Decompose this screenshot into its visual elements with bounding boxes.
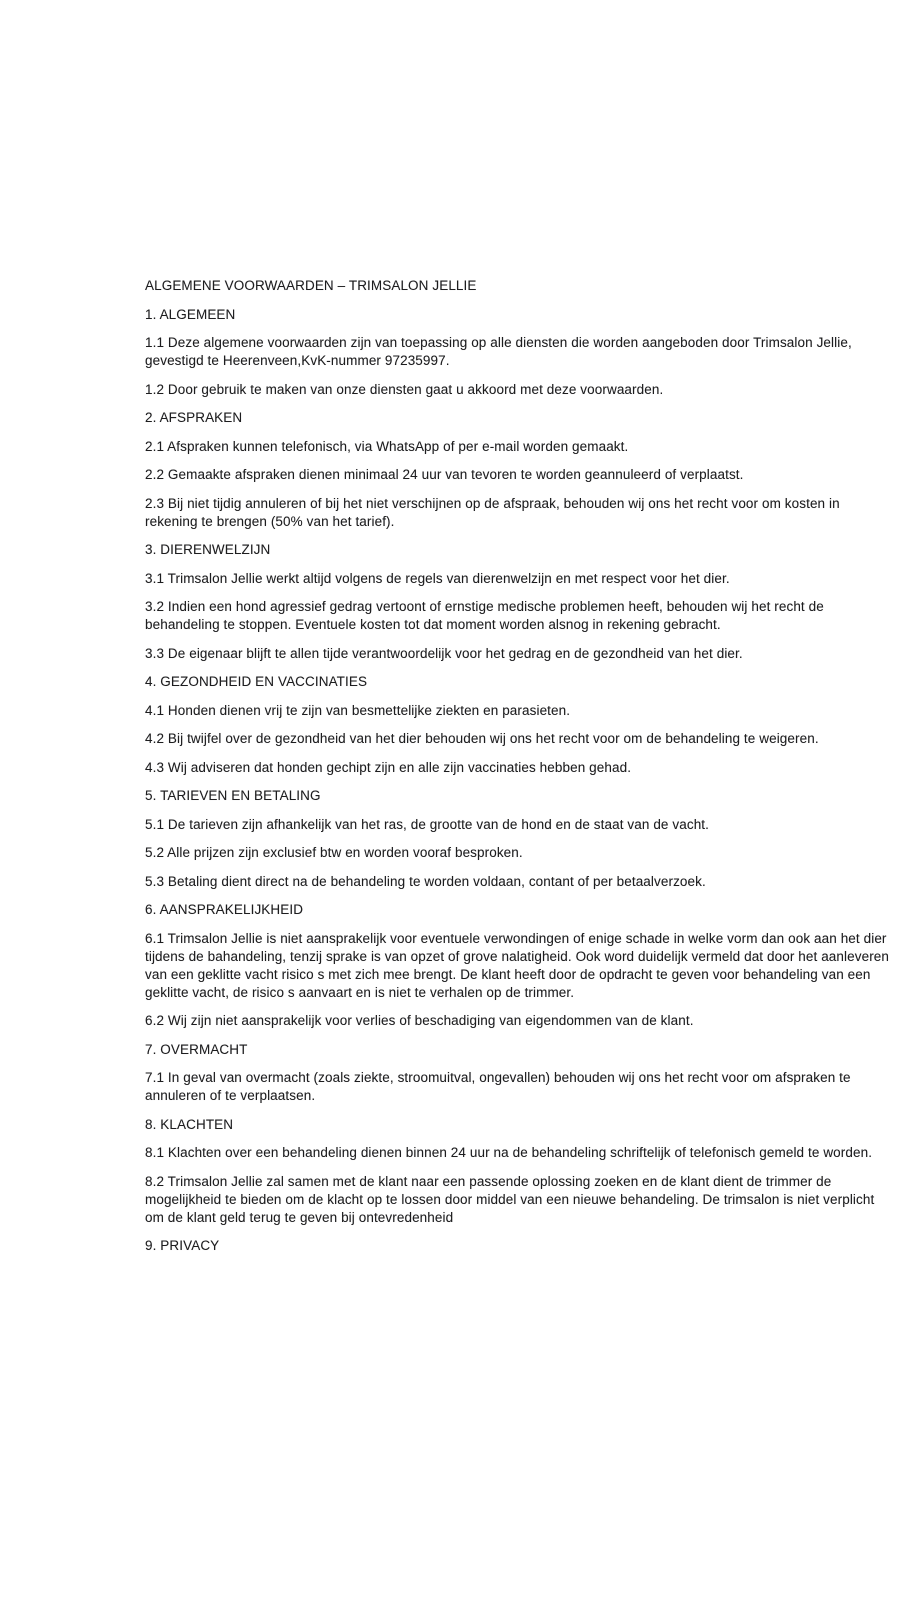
clause-5-1: 5.1 De tarieven zijn afhankelijk van het ras, de grootte van de hond en de staat van de vacht. — [145, 816, 710, 832]
section-7-heading: 7. OVERMACHT — [145, 1041, 248, 1057]
section-4-heading: 4. GEZONDHEID EN VACCINATIES — [145, 674, 368, 689]
clause-4-1: 4.1 Honden dienen vrij te zijn van besmettelijke ziekten en parasieten. — [145, 702, 571, 718]
clause-7-1: 7.1 In geval van overmacht (zoals ziekte, stroomuitval, ongevallen) behouden wij ons het recht voor om afspraken te annuleren of te verplaatsen. — [145, 1070, 851, 1103]
clause-3-1: 3.1 Trimsalon Jellie werkt altijd volgens de regels van dierenwelzijn en met respect voor het dier. — [145, 570, 730, 586]
document-title: ALGEMENE VOORWAARDEN – TRIMSALON JELLIE — [145, 278, 477, 293]
clause-6-2: 6.2 Wij zijn niet aansprakelijk voor verlies of beschadiging van eigendommen van de klant. — [145, 1013, 694, 1028]
section-6-heading: 6. AANSPRAKELIJKHEID — [145, 902, 304, 917]
clause-2-3: 2.3 Bij niet tijdig annuleren of bij het niet verschijnen op de afspraak, behouden wij ons het recht voor om kosten in rekening te brengen (50% van het tarief). — [145, 495, 840, 529]
clause-1-2: 1.2 Door gebruik te maken van onze diensten gaat u akkoord met deze voorwaarden. — [145, 381, 664, 397]
clause-5-2: 5.2 Alle prijzen zijn exclusief btw en worden vooraf besproken. — [145, 845, 523, 860]
terms-document — [145, 277, 891, 1255]
clause-1-1: 1.1 Deze algemene voorwaarden zijn van toepassing op alle diensten die worden aangeboden door Trimsalon Jellie, gevestigd te Heerenveen,KvK-nummer 97235997. — [145, 335, 852, 368]
section-1-heading: 1. ALGEMEEN — [145, 306, 236, 322]
clause-6-1: 6.1 Trimsalon Jellie is niet aansprakelijk voor eventuele verwondingen of enige schade in welke vorm dan ook aan het dier tijdens de bahandeling, tenzij sprake is van opzet of grove nalatigheid. Ook word duidelijk vermeld dat door het aanleveren van een geklitte vacht risico s met zich mee brengt. De klant heeft door de opdracht te geven voor behandeling van een geklitte vacht, de risico s aanvaart en is niet te verhalen op de trimmer. — [145, 930, 890, 1000]
clause-2-1: 2.1 Afspraken kunnen telefonisch, via WhatsApp of per e-mail worden gemaakt. — [145, 438, 629, 454]
clause-5-3: 5.3 Betaling dient direct na de behandeling te worden voldaan, contant of per betaalverzoek. — [145, 873, 706, 889]
clause-2-2: 2.2 Gemaakte afspraken dienen minimaal 24 uur van tevoren te worden geannuleerd of verplaatst. — [145, 467, 744, 482]
section-3-heading: 3. DIERENWELZIJN — [145, 542, 271, 557]
clause-8-1: 8.1 Klachten over een behandeling dienen binnen 24 uur na de behandeling schriftelijk of telefonisch gemeld te worden. — [145, 1145, 873, 1160]
section-8-heading: 8. KLACHTEN — [145, 1116, 234, 1132]
clause-3-3: 3.3 De eigenaar blijft te allen tijde verantwoordelijk voor het gedrag en de gezondheid van het dier. — [145, 645, 743, 661]
clause-4-2: 4.2 Bij twijfel over de gezondheid van het dier behouden wij ons het recht voor om de behandeling te weigeren. — [145, 731, 819, 746]
section-2-heading: 2. AFSPRAKEN — [145, 410, 243, 425]
clause-3-2: 3.2 Indien een hond agressief gedrag vertoont of ernstige medische problemen heeft, behouden wij het recht de behandeling te stoppen. Eventuele kosten tot dat moment worden alsnog in rekening gebracht. — [145, 599, 824, 632]
section-5-heading: 5. TARIEVEN EN BETALING — [145, 788, 321, 803]
clause-8-2: 8.2 Trimsalon Jellie zal samen met de klant naar een passende oplossing zoeken en de klant dient de trimmer de mogelijkheid te bieden om de klacht op te lossen door middel van een nieuwe behandeling. De trimsalon is niet verplicht om de klant geld terug te geven bij ontevredenheid — [145, 1173, 875, 1225]
section-9-heading: 9. PRIVACY — [145, 1238, 220, 1253]
clause-4-3: 4.3 Wij adviseren dat honden gechipt zijn en alle zijn vaccinaties hebben gehad. — [145, 759, 632, 775]
